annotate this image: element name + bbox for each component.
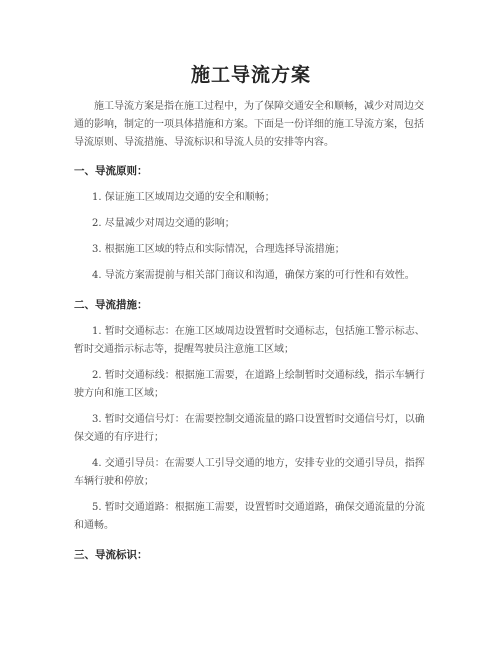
list-item: 4. 交通引导员：在需要人工引导交通的地方，安排专业的交通引导员，指挥车辆行驶和停放；: [74, 458, 425, 487]
section-heading: 一、导流原则：: [74, 165, 148, 177]
list-item: 4. 导流方案需提前与相关部门商议和沟通，确保方案的可行性和有效性。: [92, 270, 415, 281]
section-measures: [74, 297, 430, 535]
list-item: 5. 暂时交通道路：根据施工需要，设置暂时交通道路，确保交通流量的分流和通畅。: [74, 502, 425, 531]
list-item: 1. 暂时交通标志：在施工区域周边设置暂时交通标志，包括施工警示标志、暂时交通指示标志等，提醒驾驶员注意施工区域；: [74, 326, 425, 355]
list-item: 2. 尽量减少对周边交通的影响；: [92, 218, 235, 229]
section-heading: 二、导流措施：: [74, 299, 148, 311]
list-item: 3. 暂时交通信号灯：在需要控制交通流量的路口设置暂时交通信号灯，以确保交通的有序进行；: [74, 414, 425, 443]
section-heading: 三、导流标识：: [74, 549, 148, 561]
list-item: 3. 根据施工区域的特点和实际情况，合理选择导流措施；: [92, 244, 345, 255]
section-signage: [74, 547, 430, 563]
document-title: 施工导流方案: [190, 64, 311, 86]
document-body: [74, 98, 430, 573]
intro-paragraph: 施工导流方案是指在施工过程中，为了保障交通安全和顺畅，减少对周边交通的影响，制定的一项具体措施和方案。下面是一份详细的施工导流方案，包括导流原则、导流措施、导流标识和导流人员的安排等内容。: [74, 101, 424, 148]
list-item: 2. 暂时交通标线：根据施工需要，在道路上绘制暂时交通标线，指示车辆行驶方向和施工区域；: [74, 370, 425, 399]
list-item: 1. 保证施工区域周边交通的安全和顺畅；: [92, 192, 275, 203]
section-principles: [74, 163, 430, 285]
